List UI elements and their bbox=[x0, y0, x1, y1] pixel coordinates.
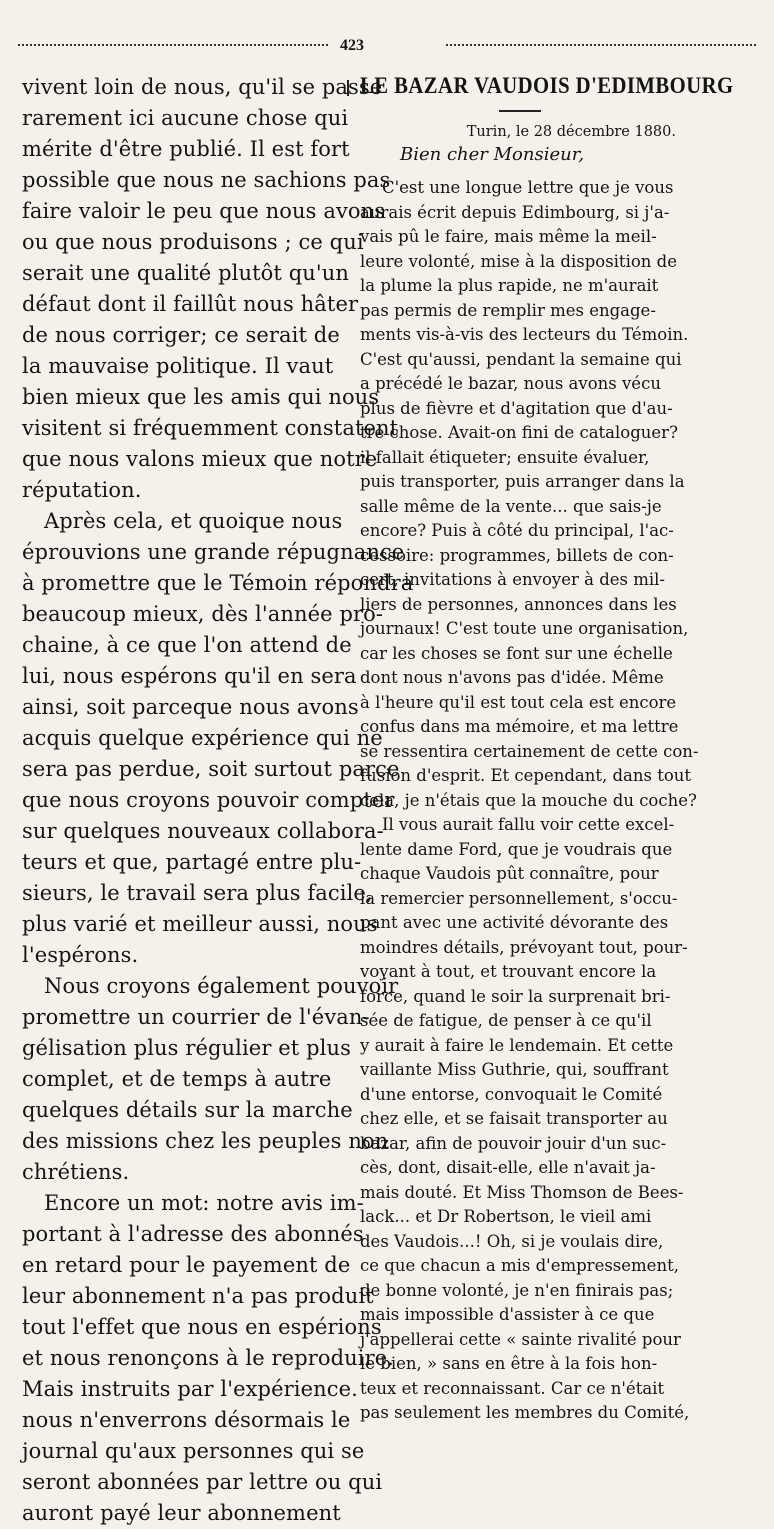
text-line: vaillante Miss Guthrie, qui, souffrant bbox=[360, 1060, 669, 1079]
text-line: nous n'enverrons désormais le bbox=[22, 1408, 351, 1432]
text-line: en retard pour le payement de bbox=[22, 1253, 351, 1277]
text-line: y aurait à faire le lendemain. Et cette bbox=[360, 1035, 674, 1055]
text-line: tre chose. Avait-on fini de cataloguer? bbox=[360, 423, 678, 442]
text-line: ce que chacun a mis d'empressement, bbox=[360, 1256, 679, 1275]
text-line: chrétiens. bbox=[22, 1160, 130, 1184]
text-line: leur abonnement n'a pas produit bbox=[22, 1284, 374, 1308]
text-line: à promettre que le Témoin répondra bbox=[22, 571, 414, 595]
text-line: des Vaudois...! Oh, si je voulais dire, bbox=[360, 1231, 664, 1251]
text-line: lui, nous espérons qu'il en sera bbox=[22, 664, 357, 688]
text-line: moindres détails, prévoyant tout, pour- bbox=[360, 937, 688, 957]
text-line: sieurs, le travail sera plus facile, bbox=[22, 881, 373, 905]
text-line: journal qu'aux personnes qui se bbox=[22, 1439, 365, 1463]
text-line: quelques détails sur la marche bbox=[22, 1098, 353, 1122]
text-line: portant à l'adresse des abonnés bbox=[22, 1222, 364, 1246]
text-line: de bonne volonté, je n'en finirais pas; bbox=[360, 1280, 674, 1300]
text-line: vivent loin de nous, qu'il se passe bbox=[22, 75, 383, 99]
text-line: pas seulement les membres du Comité, bbox=[360, 1403, 690, 1422]
text-line: puis transporter, puis arranger dans la bbox=[360, 472, 685, 491]
text-line: Encore un mot: notre avis im- bbox=[44, 1191, 364, 1215]
text-line: force, quand le soir la surprenait bri- bbox=[360, 986, 671, 1006]
text-line: sur quelques nouveaux collabora- bbox=[22, 819, 384, 843]
text-line: sée de fatigue, de penser à ce qu'il bbox=[360, 1011, 652, 1030]
left-column-text bbox=[22, 72, 414, 1529]
text-line: ou que nous produisons ; ce qui bbox=[22, 230, 364, 254]
text-line: lente dame Ford, que je voudrais que bbox=[360, 839, 673, 859]
text-line: que nous croyons pouvoir compter bbox=[22, 788, 395, 812]
text-line: plus de fièvre et d'agitation que d'au- bbox=[360, 398, 673, 418]
text-line: beaucoup mieux, dès l'année pro- bbox=[22, 602, 384, 626]
text-line: C'est qu'aussi, pendant la semaine qui bbox=[360, 349, 682, 369]
text-line: confus dans ma mémoire, et ma lettre bbox=[360, 717, 679, 736]
text-line: faire valoir le peu que nous avons bbox=[22, 199, 386, 223]
text-line: réputation. bbox=[22, 478, 142, 502]
title-separator bbox=[499, 110, 541, 112]
text-line: des missions chez les peuples non bbox=[22, 1129, 389, 1153]
text-line: pant avec une activité dévorante des bbox=[360, 913, 669, 932]
text-line: bazar, afin de pouvoir jouir d'un suc- bbox=[360, 1133, 667, 1153]
text-line: cela, je n'étais que la mouche du coche? bbox=[360, 790, 697, 810]
text-line: seront abonnées par lettre ou qui bbox=[22, 1470, 383, 1494]
text-line: Mais instruits par l'expérience. bbox=[22, 1377, 358, 1401]
text-line: acquis quelque expérience qui ne bbox=[22, 726, 383, 750]
left-column bbox=[22, 72, 414, 1529]
text-line: cert, invitations à envoyer à des mil- bbox=[360, 570, 666, 589]
salutation: Bien cher Monsieur, bbox=[400, 144, 585, 165]
text-line: complet, et de temps à autre bbox=[22, 1067, 332, 1091]
text-line: fusion d'esprit. Et cependant, dans tout bbox=[360, 766, 692, 785]
text-line: mais douté. Et Miss Thomson de Bees- bbox=[360, 1182, 684, 1202]
text-line: teurs et que, partagé entre plu- bbox=[22, 850, 362, 874]
text-line: j'appellerai cette « sainte rivalité pour bbox=[360, 1329, 681, 1349]
text-line: se ressentira certainement de cette con- bbox=[360, 741, 699, 761]
text-line: chez elle, et se faisait transporter au bbox=[360, 1109, 668, 1128]
text-line: chaque Vaudois pût connaître, pour bbox=[360, 864, 659, 883]
text-line: vais pû le faire, mais même la meil- bbox=[360, 227, 657, 246]
text-line: et nous renonçons à le reproduire. bbox=[22, 1346, 395, 1370]
text-line: bien mieux que les amis qui nous bbox=[22, 385, 380, 409]
right-column bbox=[360, 72, 734, 1426]
text-line: promettre un courrier de l'évan- bbox=[22, 1005, 370, 1029]
right-column-text bbox=[360, 176, 699, 1426]
text-line: éprouvions une grande répugnance bbox=[22, 540, 405, 564]
text-line: ments vis-à-vis des lecteurs du Témoin. bbox=[360, 325, 689, 344]
text-line: cessoire: programmes, billets de con- bbox=[360, 545, 674, 565]
article-title: LE BAZAR VAUDOIS D'EDIMBOURG bbox=[360, 73, 734, 98]
text-line: teux et reconnaissant. Car ce n'était bbox=[360, 1378, 665, 1398]
text-line: chaine, à ce que l'on attend de bbox=[22, 633, 352, 657]
text-line: la plume la plus rapide, ne m'aurait bbox=[360, 276, 659, 295]
text-line: la remercier personnellement, s'occu- bbox=[360, 888, 678, 908]
text-line: rarement ici aucune chose qui bbox=[22, 106, 349, 130]
text-line: possible que nous ne sachions pas bbox=[22, 168, 391, 192]
text-line: voyant à tout, et trouvant encore la bbox=[360, 962, 657, 981]
text-line: salle même de la vente... que sais-je bbox=[360, 496, 662, 516]
text-line: car les choses se font sur une échelle bbox=[360, 643, 673, 663]
text-line: sera pas perdue, soit surtout parce bbox=[22, 757, 400, 781]
text-line: Nous croyons également pouvoir bbox=[44, 974, 399, 998]
page-number: 423 bbox=[340, 37, 364, 54]
text-line: tout l'effet que nous en espérions bbox=[22, 1315, 382, 1339]
text-line: le bien, » sans en être à la fois hon- bbox=[360, 1354, 658, 1373]
text-line: que nous valons mieux que notre bbox=[22, 447, 378, 471]
text-line: mais impossible d'assister à ce que bbox=[360, 1305, 655, 1324]
text-line: encore? Puis à côté du principal, l'ac- bbox=[360, 521, 674, 540]
header-rule-right bbox=[446, 44, 756, 58]
text-line: aurais écrit depuis Edimbourg, si j'a- bbox=[360, 202, 670, 222]
text-line: serait une qualité plutôt qu'un bbox=[22, 261, 349, 285]
text-line: ainsi, soit parceque nous avons bbox=[22, 695, 359, 719]
text-line: visitent si fréquemment constatent bbox=[22, 416, 399, 440]
text-line: Après cela, et quoique nous bbox=[44, 509, 343, 533]
text-line: défaut dont il faillût nous hâter bbox=[22, 292, 359, 316]
text-line: C'est une longue lettre que je vous bbox=[382, 178, 674, 197]
text-line: pas permis de remplir mes engage- bbox=[360, 300, 656, 320]
text-line: à l'heure qu'il est tout cela est encore bbox=[360, 692, 677, 712]
text-line: mérite d'être publié. Il est fort bbox=[22, 137, 350, 161]
text-line: Il vous aurait fallu voir cette excel- bbox=[382, 815, 675, 834]
text-line: a précédé le bazar, nous avons vécu bbox=[360, 374, 661, 393]
text-line: lack... et Dr Robertson, le vieil ami bbox=[360, 1207, 652, 1226]
text-line: la mauvaise politique. Il vaut bbox=[22, 354, 334, 378]
text-line: liers de personnes, annonces dans les bbox=[360, 594, 677, 614]
text-line: dont nous n'avons pas d'idée. Même bbox=[360, 668, 664, 687]
text-line: cès, dont, disait-elle, elle n'avait ja- bbox=[360, 1158, 656, 1177]
text-line: gélisation plus régulier et plus bbox=[22, 1036, 351, 1060]
text-line: auront payé leur abonnement bbox=[22, 1501, 341, 1525]
text-line: plus varié et meilleur aussi, nous bbox=[22, 912, 378, 936]
text-line: de nous corriger; ce serait de bbox=[22, 323, 340, 347]
text-line: d'une entorse, convoquait le Comité bbox=[360, 1084, 663, 1104]
dateline: Turin, le 28 décembre 1880. bbox=[466, 124, 676, 140]
text-line: leure volonté, mise à la disposition de bbox=[360, 251, 677, 271]
text-line: il fallait étiqueter; ensuite évaluer, bbox=[360, 447, 650, 467]
text-line: l'espérons. bbox=[22, 943, 139, 967]
header-rule-left bbox=[18, 44, 328, 58]
text-line: journaux! C'est toute une organisation, bbox=[360, 619, 689, 638]
